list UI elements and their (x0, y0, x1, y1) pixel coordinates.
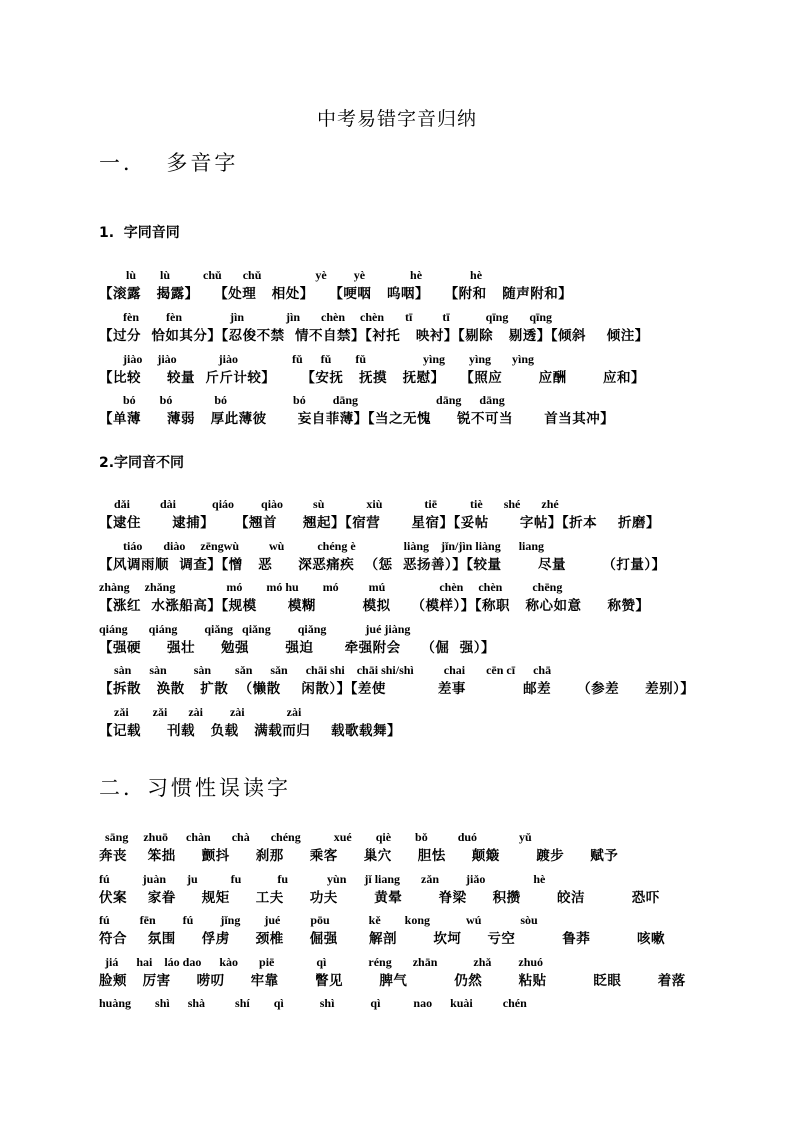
subheading-same-char-same-sound: 1. 字同音同 (99, 225, 180, 241)
pinyin-line: dǎi dài qiáo qiào sù xiù tiē tiè shé zhé (99, 497, 559, 511)
pinyin-line: jiào jiào jiào fǔ fǔ fǔ yìng yìng yìng (99, 352, 535, 366)
hanzi-line: 【强硬 强壮 勉强 强迫 牵强附会 （倔 强）】 (99, 640, 496, 656)
hanzi-line: 符合 氛围 俘虏 颈椎 倔强 解剖 坎坷 亏空 鲁莽 咳嗽 (99, 931, 665, 947)
pinyin-line: zǎi zǎi zài zài zài (99, 705, 302, 719)
hanzi-line: 【单薄 薄弱 厚此薄彼 妄自菲薄】【当之无愧 锐不可当 首当其冲】 (99, 411, 615, 427)
pinyin-line: fú juàn ju fu fu yùn jǐ liang zǎn jiǎo hè (99, 872, 546, 886)
pinyin-line: huàng shì shà shí qì shì qì nao kuài chén (99, 996, 527, 1010)
pinyin-line: sàn sàn sàn sǎn sǎn chāi shi chāi shi/shì chai cēn cī chā (99, 663, 552, 677)
hanzi-line: 【涨红 水涨船高】【规模 模糊 模拟 （模样）】【称职 称心如意 称赞】 (99, 598, 650, 614)
pinyin-line: tiáo diào zēngwù wù chéng è liàng jǐn/jìn liàng liang (99, 539, 545, 553)
pinyin-line: zhàng zhǎng mó mó hu mó mú chèn chèn chēng (99, 580, 563, 594)
hanzi-line: 【风调雨顺 调查】【憎 恶 深恶痛疾 （惩 恶扬善）】【较量 尽量 （打量）】 (99, 557, 666, 573)
hanzi-line: 【逮住 逮捕】 【翘首 翘起】【宿营 星宿】【妥帖 字帖】【折本 折磨】 (99, 515, 660, 531)
hanzi-line: 【记载 刊载 负载 满载而归 载歌载舞】 (99, 723, 401, 739)
hanzi-line: 脸颊 厉害 唠叨 牢靠 瞥见 脾气 仍然 粘贴 眨眼 着落 (99, 973, 686, 989)
hanzi-line: 【滚露 揭露】 【处理 相处】 【哽咽 呜咽】 【附和 随声附和】 (99, 286, 573, 302)
subheading-same-char-diff-sound: 2.字同音不同 (99, 455, 185, 471)
hanzi-line: 【比较 较量 斤斤计较】 【安抚 抚摸 抚慰】 【照应 应酬 应和】 (99, 370, 645, 386)
pinyin-line: sāng zhuō chàn chà chéng xué qiè bǒ duó yǔ (99, 830, 532, 844)
hanzi-line: 【过分 恰如其分】【忍俊不禁 情不自禁】【衬托 映衬】【剔除 剔透】【倾斜 倾注】 (99, 328, 649, 344)
pinyin-line: bó bó bó bó dāng dāng dāng (99, 393, 505, 407)
pinyin-line: qiáng qiáng qiǎng qiǎng qiǎng jué jiàng (99, 622, 411, 636)
section-heading-misread: 二．习惯性误读字 (99, 776, 291, 800)
page-title: 中考易错字音归纳 (316, 108, 477, 130)
pinyin-line: fèn fèn jìn jìn chèn chèn tī tī qīng qīng (99, 310, 553, 324)
hanzi-line: 【拆散 涣散 扩散 （懒散 闲散）】【差使 差事 邮差 （参差 差别）】 (99, 681, 695, 697)
pinyin-line: lù lù chǔ chǔ yè yè hè hè (99, 268, 483, 282)
hanzi-line: 奔丧 笨拙 颤抖 刹那 乘客 巢穴 胆怯 颠簸 踱步 赋予 (99, 848, 619, 864)
hanzi-line: 伏案 家眷 规矩 工夫 功夫 黄晕 脊梁 积攒 皎洁 恐吓 (99, 890, 660, 906)
section-heading-polyphonic: 一． 多音字 (99, 151, 239, 175)
pinyin-line: jiá hai láo dao kào piē qì réng zhān zhǎ zhuó (99, 955, 544, 969)
pinyin-line: fú fēn fú jǐng jué pōu kě kong wú sòu (99, 913, 538, 927)
